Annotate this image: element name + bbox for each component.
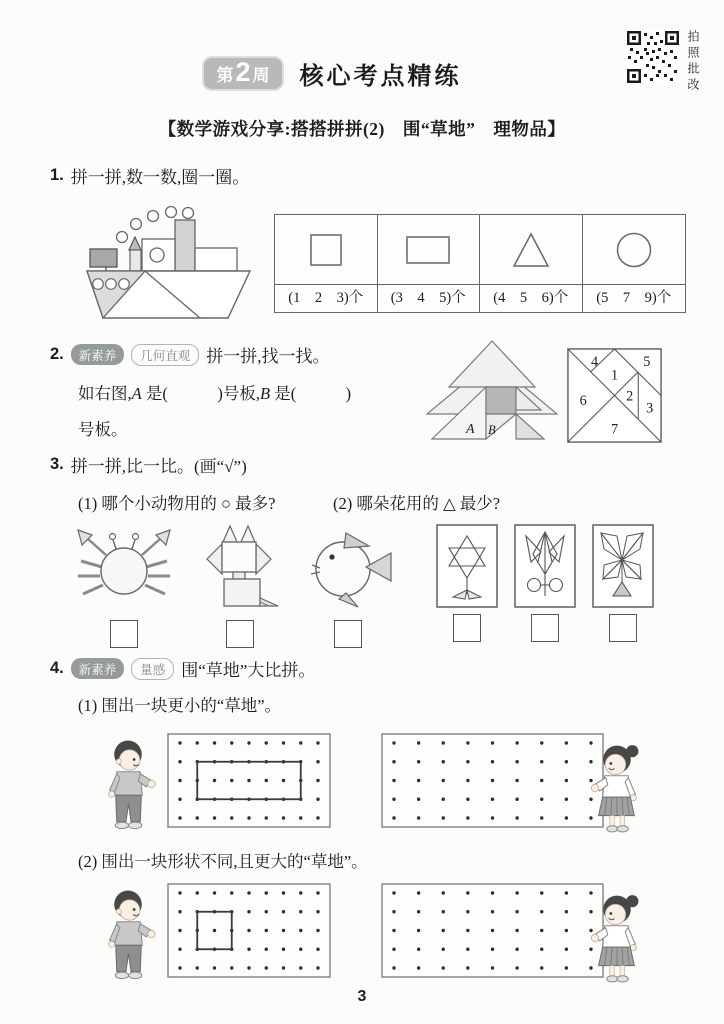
q3-text: 拼一拼,比一比。(画“√”) <box>70 457 247 476</box>
page-number: 3 <box>357 988 367 1005</box>
cat-answer-box[interactable] <box>226 620 254 648</box>
fish-figure-col <box>296 519 400 648</box>
girl-illustration-2 <box>586 892 650 986</box>
unit-subtitle: 【数学游戏分享:搭搭拼拼(2) 围“草地” 理物品】 <box>158 119 566 139</box>
q1-line <box>50 163 249 188</box>
q4-part2-text: (2) 围出一块形状不同,且更大的“草地”。 <box>78 852 368 871</box>
q2-number: 2. <box>50 345 64 363</box>
flower1-col <box>436 524 498 642</box>
star-flower-card <box>436 524 498 608</box>
tangram-piece-5: 5 <box>643 354 651 371</box>
q4-badge-topic: 量感 <box>131 658 174 680</box>
girl-illustration <box>586 742 650 836</box>
geoboard-part2-blank[interactable] <box>381 883 604 978</box>
q2-blank-b[interactable]: 是( ) <box>270 384 352 403</box>
tangram-tree-figure <box>424 338 562 446</box>
tangram-piece-1: 1 <box>610 367 619 384</box>
qr-block <box>626 30 702 94</box>
q2-line <box>50 342 330 367</box>
tulip-flower-card <box>514 524 576 608</box>
count-options-circle[interactable]: (5 7 9)个 <box>583 284 686 312</box>
q2-line3: 号板。 <box>78 420 128 439</box>
q2-text: 拼一拼,找一找。 <box>206 347 330 366</box>
q1-answer-table <box>274 214 686 313</box>
q3-flowers-group <box>436 524 654 642</box>
q4-line <box>50 656 315 681</box>
count-options-square[interactable]: (1 2 3)个 <box>275 284 377 312</box>
q4-text: 围“草地”大比拼。 <box>181 661 316 680</box>
geoboard-part1-blank[interactable] <box>381 733 604 828</box>
geoboard-part2-example[interactable] <box>167 883 331 978</box>
q2-badge-topic: 几何直观 <box>131 344 199 366</box>
q3-line <box>50 452 247 477</box>
q4-part1-text: (1) 围出一块更小的“草地”。 <box>78 696 282 715</box>
q2-blank-a[interactable]: 是( )号板, <box>141 384 260 403</box>
tangram-numbered-square <box>567 348 662 443</box>
fish-answer-box[interactable] <box>334 620 362 648</box>
rectangle-shape <box>403 230 453 270</box>
q2-label-a: A <box>131 384 142 403</box>
table-col-rectangle <box>378 215 481 312</box>
count-options-triangle[interactable]: (4 5 6)个 <box>480 284 582 312</box>
tangram-piece-4: 4 <box>590 354 599 371</box>
crab-answer-box[interactable] <box>110 620 138 648</box>
boat-shapes-figure <box>70 193 270 325</box>
cat-figure-col <box>194 519 286 648</box>
q4-badge-new: 新素养 <box>71 658 125 679</box>
q4-number: 4. <box>50 659 64 677</box>
tangram-piece-7: 7 <box>610 421 619 438</box>
cat-figure <box>194 519 286 611</box>
page-header <box>0 56 664 91</box>
fish-figure <box>296 519 400 611</box>
tangram-piece-2: 2 <box>626 388 634 405</box>
tangram-piece-6: 6 <box>579 393 587 409</box>
count-options-rectangle[interactable]: (3 4 5)个 <box>378 284 480 312</box>
q2-line2-pre: 如右图, <box>78 384 132 403</box>
flower1-answer-box[interactable] <box>453 614 481 642</box>
table-col-circle <box>583 215 686 312</box>
qr-code-icon <box>626 30 680 84</box>
triangle-shape <box>509 230 553 270</box>
boy-illustration <box>96 738 160 832</box>
q3-part2-text: (2) 哪朵花用的 △ 最少? <box>333 494 501 513</box>
q1-number: 1. <box>50 166 64 184</box>
q3-part1-text: (1) 哪个小动物用的 ○ 最多? <box>78 494 276 513</box>
q3-number: 3. <box>50 455 64 473</box>
flower2-answer-box[interactable] <box>531 614 559 642</box>
page-title: 核心考点精练 <box>299 63 462 90</box>
q2-line2 <box>78 380 351 404</box>
tangram-piece-3: 3 <box>646 400 654 417</box>
week-badge <box>202 56 283 91</box>
flower3-answer-box[interactable] <box>609 614 637 642</box>
flower3-col <box>592 524 654 642</box>
q1-text: 拼一拼,数一数,圈一圈。 <box>70 168 250 187</box>
circle-shape <box>614 230 654 270</box>
qr-caption: 拍照批改 <box>686 30 700 94</box>
geoboard-part1-example[interactable] <box>167 733 331 828</box>
boy-illustration-2 <box>96 888 160 982</box>
q2-label-b: B <box>259 384 271 403</box>
week-suffix: 周 <box>252 66 270 85</box>
q3-animals-group <box>64 519 400 648</box>
tree-label-b: B <box>488 423 496 437</box>
q2-badge-new: 新素养 <box>71 344 125 365</box>
flower2-col <box>514 524 576 642</box>
week-number: 2 <box>235 57 251 87</box>
week-prefix: 第 <box>216 66 234 85</box>
crab-figure <box>64 519 184 611</box>
crab-figure-col <box>64 519 184 648</box>
square-shape <box>306 230 346 270</box>
tree-label-a: A <box>466 422 475 437</box>
pinwheel-flower-card <box>592 524 654 608</box>
table-col-triangle <box>480 215 583 312</box>
table-col-square <box>275 215 378 312</box>
